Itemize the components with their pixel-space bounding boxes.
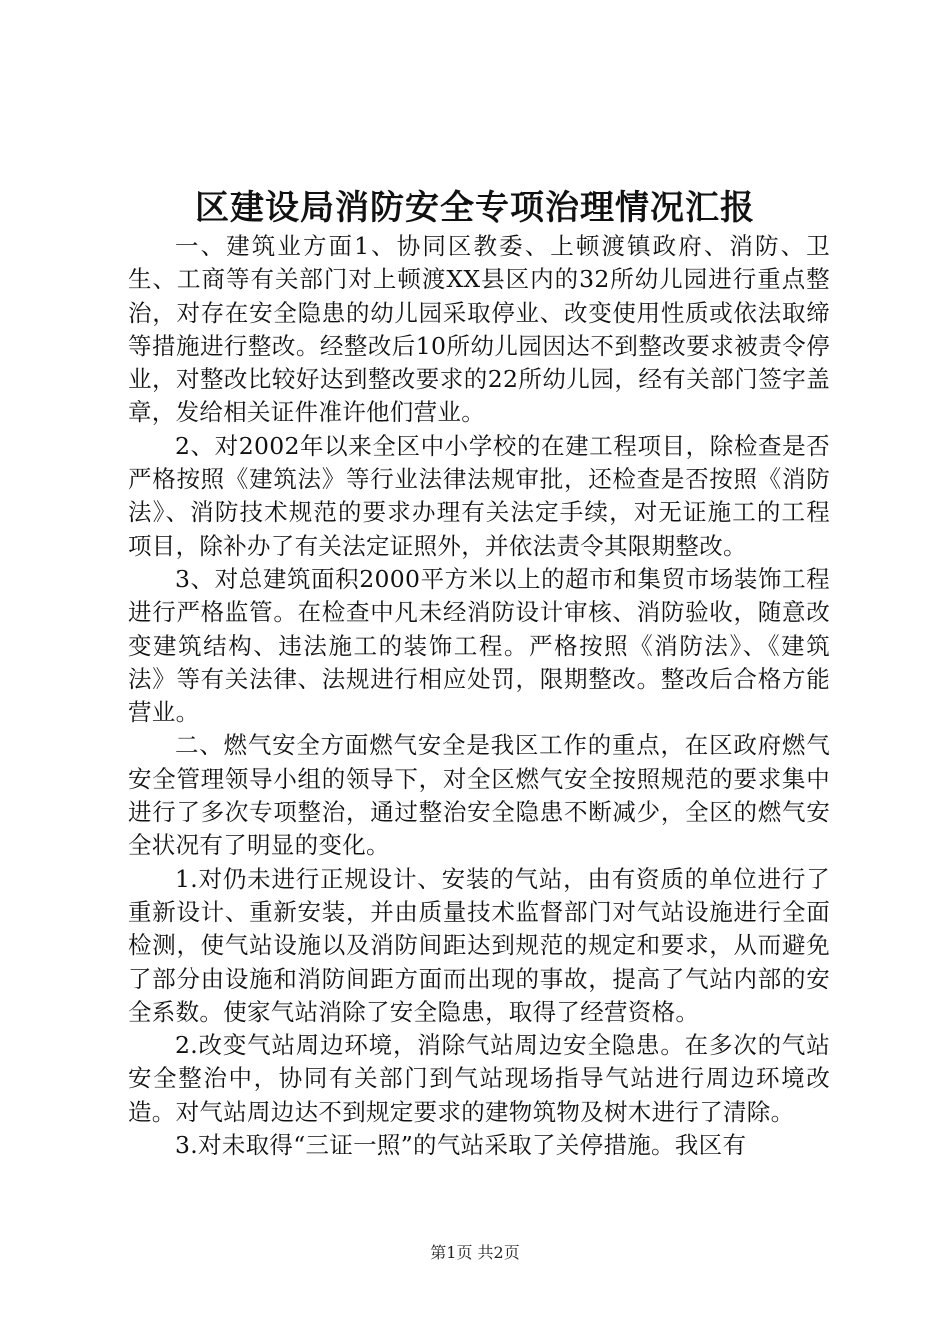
paragraph-gas-station-design: 1.对仍未进行正规设计、安装的气站，由有资质的单位进行了重新设计、重新安装，并由质量技术监督部门对气站设施进行全面检测，使气站设施以及消防间距达到规范的规定和要求，从而避免了部分由设施和消防间距方面而出现的事故，提高了气站内部的安全系数。使家气站消除了安全隐患，取得了经营资格。 — [128, 864, 830, 1026]
paragraph-school-projects: 2、对2002年以来全区中小学校的在建工程项目，除检查是否严格按照《建筑法》等行业法律法规审批，还检查是否按照《消防法》、消防技术规范的要求办理有关法定手续，对无证施工的工程项目，除补办了有关法定证照外，并依法责令其限期整改。 — [128, 431, 830, 560]
paragraph-gas-station-environment: 2.改变气站周边环境，消除气站周边安全隐患。在多次的气站安全整治中，协同有关部门到气站现场指导气站进行周边环境改造。对气站周边达不到规定要求的建物筑物及树木进行了清除。 — [128, 1031, 830, 1126]
document-title: 区建设局消防安全专项治理情况汇报 — [195, 188, 755, 228]
paragraph-gas-safety: 二、燃气安全方面燃气安全是我区工作的重点，在区政府燃气安全管理领导小组的领导下，对全区燃气安全按照规范的要求集中进行了多次专项整治，通过整治安全隐患不断减少，全区的燃气安全状况有了明显的变化。 — [128, 731, 830, 860]
paragraph-construction: 一、建筑业方面1、协同区教委、上顿渡镇政府、消防、卫生、工商等有关部门对上顿渡XX县区内的32所幼儿园进行重点整治，对存在安全隐患的幼儿园采取停业、改变使用性质或依法取缔等措施进行整改。经整改后10所幼儿园因达不到整改要求被责令停业，对整改比较好达到整改要求的22所幼儿园，经有关部门签字盖章，发给相关证件准许他们营业。 — [128, 232, 830, 427]
paragraph-market-decoration: 3、对总建筑面积2000平方米以上的超市和集贸市场装饰工程进行严格监管。在检查中凡未经消防设计审核、消防验收，随意改变建筑结构、违法施工的装饰工程。严格按照《消防法》、《建筑法》等有关法律、法规进行相应处罚，限期整改。整改后合格方能营业。 — [128, 564, 830, 727]
paragraph-gas-station-closure: 3.对未取得“三证一照”的气站采取了关停措施。我区有 — [175, 1131, 747, 1160]
document-body — [128, 230, 830, 1162]
page-footer: 第1页 共2页 — [430, 1243, 520, 1262]
